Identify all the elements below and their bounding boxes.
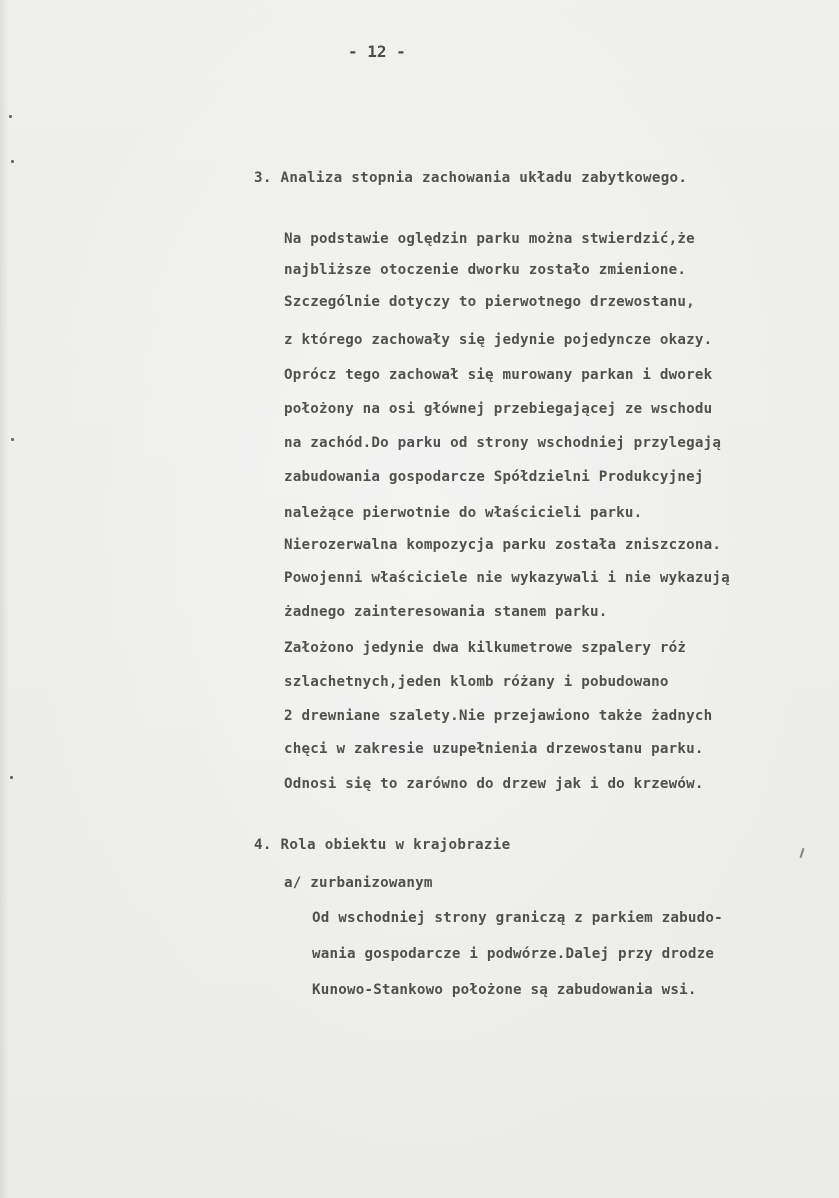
stray-mark (800, 848, 805, 858)
section-3-line: 2 drewniane szalety.Nie przejawiono także żadnych (284, 708, 713, 724)
margin-speck (11, 160, 14, 163)
section-3-line: żadnego zainteresowania stanem parku. (284, 604, 608, 620)
section-4-line: Kunowo-Stankowo położone są zabudowania wsi. (312, 982, 697, 998)
section-3-line: należące pierwotnie do właścicieli parku. (284, 505, 643, 521)
section-4-subheading: a/ zurbanizowanym (284, 875, 433, 891)
section-3-line: Oprócz tego zachował się murowany parkan i dworek (284, 367, 713, 383)
section-4-line: Od wschodniej strony graniczą z parkiem zabudo- (312, 910, 723, 926)
margin-speck (10, 776, 13, 779)
margin-speck (11, 438, 14, 441)
section-3-line: Założono jedynie dwa kilkumetrowe szpalery róż (284, 640, 687, 656)
section-3-line: z którego zachowały się jedynie pojedyncze okazy. (284, 332, 713, 348)
section-3-line: szlachetnych,jeden klomb różany i pobudowano (284, 674, 669, 690)
section-3-line: Na podstawie oględzin parku można stwierdzić,że (284, 231, 695, 247)
section-3-line: zabudowania gospodarcze Spółdzielni Produkcyjnej (284, 469, 704, 485)
section-4-line: wania gospodarcze i podwórze.Dalej przy drodze (312, 946, 715, 962)
page-edge-shadow (0, 0, 8, 1198)
margin-speck (9, 115, 12, 118)
section-3-line: położony na osi głównej przebiegającej ze wschodu (284, 401, 713, 417)
section-3-heading: 3. Analiza stopnia zachowania układu zabytkowego. (254, 170, 688, 186)
section-3-line: Nierozerwalna kompozycja parku została zniszczona. (284, 537, 722, 553)
page-number: - 12 - (348, 42, 406, 61)
section-3-line: Szczególnie dotyczy to pierwotnego drzewostanu, (284, 294, 695, 310)
section-3-line: najbliższe otoczenie dworku zostało zmienione. (284, 262, 687, 278)
section-3-line: chęci w zakresie uzupełnienia drzewostanu parku. (284, 741, 704, 757)
section-3-line: Odnosi się to zarówno do drzew jak i do krzewów. (284, 776, 704, 792)
section-3-line: Powojenni właściciele nie wykazywali i nie wykazują (284, 570, 730, 586)
section-3-line: na zachód.Do parku od strony wschodniej przylegają (284, 435, 722, 451)
section-4-heading: 4. Rola obiektu w krajobrazie (254, 837, 511, 853)
